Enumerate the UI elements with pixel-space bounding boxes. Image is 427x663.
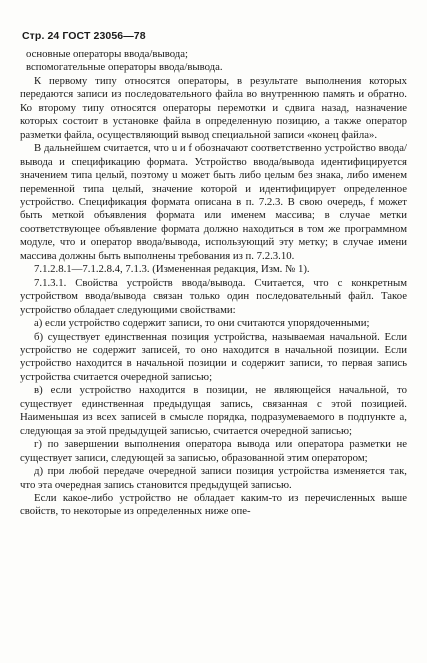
paragraph-closing: Если какое-либо устройство не обладает каким-то из перечисленных выше свойств, то некоторые из определенных ниже опе-: [20, 491, 407, 518]
list-item-v: в) если устройство находится в позиции, не являющейся начальной, то существует единственная предыдущая запись, связанная с этой позицией. Наименьшая из всех записей в смысле порядка, подразумеваемого в подпункте а, следующая за этой предыдущей записью, считается очередной записью;: [20, 384, 407, 437]
amendment-note-text: 7.1.2.8.1—7.1.2.8.4, 7.1.3. (Измененная редакция, Изм. № 1).: [34, 263, 310, 276]
list-item-d: д) при любой передаче очередной записи позиция устройства изменяется так, что эта очередная запись становится предыдущей записью.: [20, 465, 407, 491]
paragraph-unit-and-format: В дальнейшем считается, что u и f обозначают соответственно устройство ввода/вывода и спецификацию формата. Устройство ввода/вывода идентифицируется значением типа целый, поэтому u может быть либо целым без знака, либо именем переменной типа целый, значение которой и идентифицирует определенное устройство. Спецификация формата описана в п. 7.2.3. В свою очередь, f может быть меткой объявления формата или именем массива; в случае метки соответствующее объявление формата должно находиться в том же программном модуле, что и оператор ввода/вывода, использующий эту метку; в случае имени массива должны быть выполнены требования из п. 7.2.3.10.: [20, 142, 407, 262]
list-item-aux-operators: вспомогательные операторы ввода/вывода.: [26, 61, 223, 74]
paragraph-operator-types: К первому типу относятся операторы, в результате выполнения которых передаются записи из последовательного файла во внутреннюю память и обратно. Ко второму типу относятся операторы перемотки и сдвига назад, назначение которых состоит в установке файла в определенную позицию, а также оператор разметки файла, осуществляющий вывод специальной записи «конец файла».: [20, 74, 407, 141]
paragraph-unit-properties: 7.1.3.1. Свойства устройств ввода/вывода. Считается, что с конкретным устройством ввода/вывода связан только один последовательный файл. Такое устройство обладает следующими свойствами:: [20, 276, 407, 316]
list-item-a: а) если устройство содержит записи, то они считаются упорядоченными;: [34, 317, 370, 330]
list-item-g: г) по завершении выполнения оператора вывода или оператора разметки не существует записи, следующей за записью, образованной этим оператором;: [20, 438, 407, 464]
document-body: [20, 48, 407, 519]
list-item-b: б) существует единственная позиция устройства, называемая начальной. Если устройство не содержит записей, то оно находится в начальной позиции. Если устройство находится в начальной позиции и содержит записи, то первая запись устройства считается очередной записью;: [20, 330, 407, 383]
page-header: Стр. 24 ГОСТ 23056—78: [22, 30, 146, 42]
paragraph-amendment-note: [20, 263, 407, 276]
list-item-main-operators: основные операторы ввода/вывода;: [26, 48, 189, 60]
